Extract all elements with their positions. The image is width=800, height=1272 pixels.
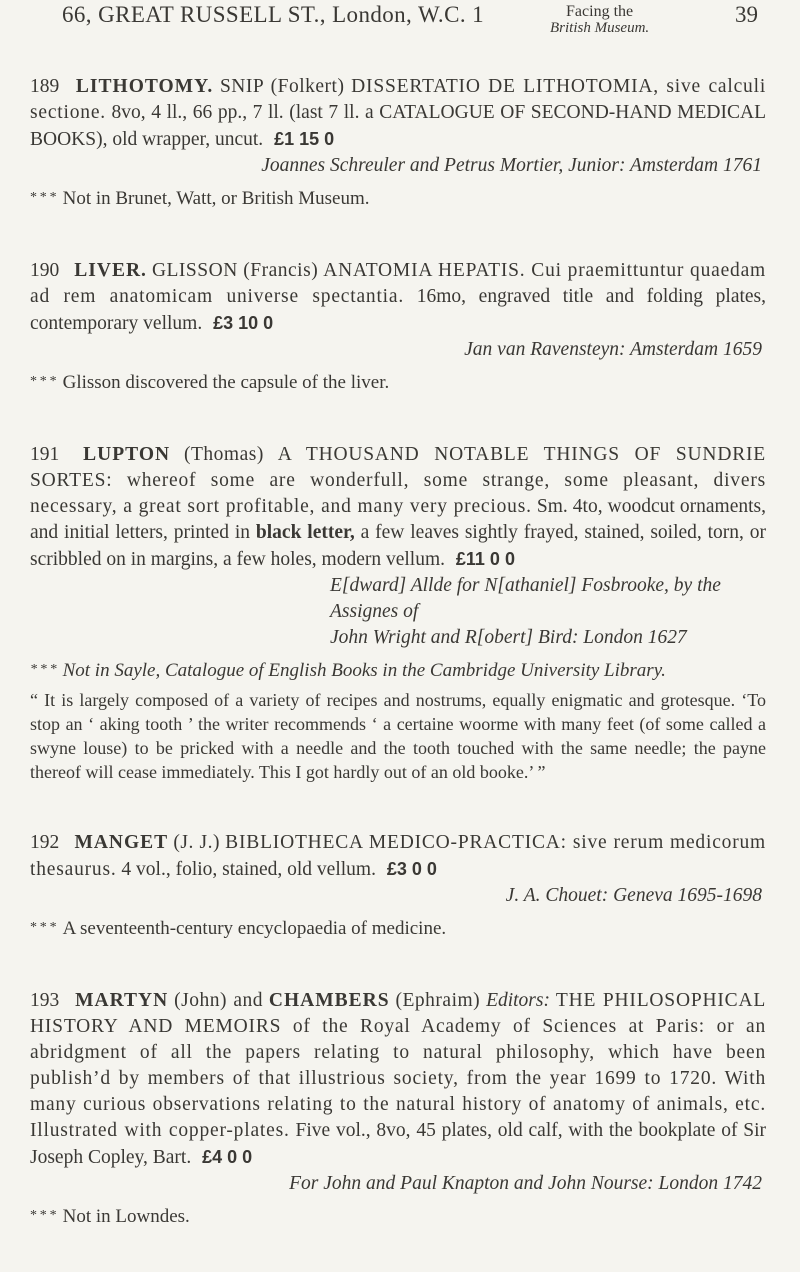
entry-heading: LITHOTOMY. bbox=[75, 76, 214, 97]
entry-details: 4 vol., folio, stained, old vellum. bbox=[121, 859, 376, 880]
header-facing bbox=[550, 3, 649, 37]
note-marker: * * * bbox=[30, 190, 57, 205]
entry-190 bbox=[30, 258, 766, 396]
entry-imprint: Jan van Ravensteyn: Amsterdam 1659 bbox=[464, 339, 762, 360]
lot-number: 189 bbox=[30, 76, 60, 97]
entry-price: £1 15 0 bbox=[274, 129, 335, 149]
entry-price: £3 0 0 bbox=[386, 859, 437, 879]
lot-number: 190 bbox=[30, 260, 60, 281]
page-number: 39 bbox=[735, 2, 758, 27]
note-marker: * * * bbox=[30, 920, 57, 935]
entry-heading: MANGET bbox=[74, 832, 169, 853]
header-facing-line2: British Museum. bbox=[550, 20, 650, 36]
entry-author: (Thomas) bbox=[184, 444, 264, 465]
entry-body bbox=[30, 258, 766, 337]
entry-note: * * * Not in Brunet, Watt, or British Museum. bbox=[30, 188, 370, 209]
black-letter: black letter, bbox=[255, 522, 355, 543]
entry-192 bbox=[30, 830, 766, 942]
entry-quote: “ It is largely composed of a variety of recipes and nostrums, equally enigmatic and grotesque. ‘To stop an ‘ aking tooth ’ the writer recommends ‘ a certaine woorme with many feet (of some called a swyne louse) to be pricked with a needle and the tooth touched with the same needle; the payne thereof will cease immediately. This I got hardly out of an old booke.’ ” bbox=[30, 690, 766, 782]
entry-body bbox=[30, 74, 766, 153]
entry-note: * * * Not in Sayle, Catalogue of English Books in the Cambridge University Library. bbox=[30, 660, 666, 681]
entry-title: DISSERTATIO DE LITHOTOMIA, sive calculi sectione. bbox=[30, 76, 767, 123]
entry-coauthor-name: (Ephraim) bbox=[395, 990, 481, 1011]
entry-author: GLISSON (Francis) bbox=[151, 260, 319, 281]
entry-imprint-line2: John Wright and R[obert] Bird: London 1627 bbox=[330, 627, 687, 648]
entry-details: 8vo, 4 ll., 66 pp., 7 ll. (last 7 ll. a CATALOGUE OF SECOND-HAND MEDICAL BOOKS), old wrapper, uncut. bbox=[30, 102, 766, 150]
entry-title: ANATOMIA HEPATIS. Cui praemittuntur quaedam ad rem anatomicam universe spectantia. bbox=[30, 260, 767, 307]
entry-body bbox=[30, 988, 766, 1171]
entry-189 bbox=[30, 74, 766, 212]
entry-coauthor: CHAMBERS bbox=[268, 990, 390, 1011]
lot-number: 191 bbox=[30, 444, 60, 465]
entry-heading: MARTYN bbox=[75, 990, 169, 1011]
entry-imprint-line1: E[dward] Allde for N[athaniel] Fosbrooke, by the Assignes of bbox=[330, 575, 721, 622]
entry-title: A THOUSAND NOTABLE THINGS OF SUNDRIE SORTES: whereof some are wonderfull, some strange, some pleasant, divers necessary, a great sort profitable, and many very precious. bbox=[30, 444, 767, 517]
note-marker: * * * bbox=[30, 662, 57, 677]
header-address: 66, GREAT RUSSELL ST., London, W.C. 1 bbox=[62, 2, 485, 27]
entry-heading: LIVER. bbox=[74, 260, 147, 281]
note-marker: * * * bbox=[30, 1208, 57, 1223]
entry-author: SNIP (Folkert) bbox=[219, 76, 345, 97]
entry-note: * * * Not in Lowndes. bbox=[30, 1206, 190, 1227]
entry-details: Five vol., 8vo, 45 plates, old calf, with the bookplate of Sir Joseph Copley, Bart. bbox=[30, 1120, 767, 1168]
entry-details-cont: a few leaves sightly frayed, stained, soiled, torn, or scribbled on in margins, a few holes, modern vellum. bbox=[30, 522, 767, 570]
entry-editors-label: Editors: bbox=[486, 990, 550, 1011]
lot-number: 193 bbox=[30, 990, 60, 1011]
entry-price: £4 0 0 bbox=[202, 1147, 253, 1167]
page-header bbox=[30, 0, 766, 54]
entry-imprint: J. A. Chouet: Geneva 1695-1698 bbox=[505, 885, 762, 906]
entry-price: £11 0 0 bbox=[455, 549, 515, 569]
header-facing-line1: Facing the bbox=[566, 3, 634, 20]
entry-imprint: For John and Paul Knapton and John Nourse: London 1742 bbox=[289, 1173, 762, 1194]
entry-191 bbox=[30, 442, 766, 784]
entry-title: BIBLIOTHECA MEDICO-PRACTICA: sive rerum medicorum thesaurus. bbox=[30, 832, 767, 880]
entry-details: Sm. 4to, woodcut ornaments, and initial letters, printed in bbox=[30, 496, 766, 543]
entry-note: * * * Glisson discovered the capsule of the liver. bbox=[30, 372, 390, 393]
entry-193 bbox=[30, 988, 766, 1230]
entry-body bbox=[30, 442, 766, 573]
entry-title: THE PHILOSOPHICAL HISTORY AND MEMOIRS of the Royal Academy of Sciences at Paris: or an abridgment of all the papers relating to natural philosophy, which have been publish’d by members of that illustrious society, from the year 1699 to 1720. With many curious observations relating to the natural history of anatomy of animals, etc. Illustrated with copper-plates. bbox=[30, 990, 767, 1141]
lot-number: 192 bbox=[30, 832, 60, 853]
entry-imprint: Joannes Schreuler and Petrus Mortier, Junior: Amsterdam 1761 bbox=[261, 155, 762, 176]
entry-body bbox=[30, 830, 766, 883]
entry-note: * * * A seventeenth-century encyclopaedia of medicine. bbox=[30, 918, 447, 939]
entry-author: (J. J.) bbox=[173, 832, 220, 853]
entry-details: 16mo, engraved title and folding plates, contemporary vellum. bbox=[30, 286, 767, 334]
entry-price: £3 10 0 bbox=[213, 313, 274, 333]
note-marker: * * * bbox=[30, 374, 57, 389]
entry-author: (John) and bbox=[174, 990, 264, 1011]
entry-heading: LUPTON bbox=[83, 444, 171, 465]
